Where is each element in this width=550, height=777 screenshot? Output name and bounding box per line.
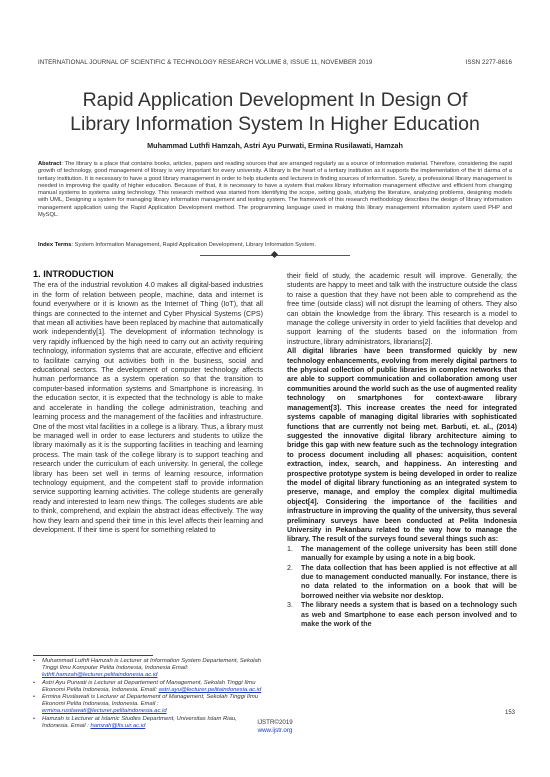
list-item (287, 545, 517, 564)
bullet-icon: • (33, 658, 36, 664)
email-link[interactable]: ermina.rusilawati@lecturer.pelitaindonesia.ac.id (42, 708, 167, 715)
footnote-text: Hamzah is Lecturer at Islamic Studies Department, Universitas Islam Riau, Indonesia. Email : (42, 715, 237, 729)
footer-url-link[interactable]: www.ijstr.org (257, 727, 293, 734)
footnote-rule (33, 655, 153, 656)
footnote (33, 694, 263, 716)
section-heading-introduction: 1. INTRODUCTION (33, 269, 114, 279)
title-line-1: Rapid Application Development In Design Of (82, 89, 468, 111)
right-paragraph-1: their field of study, the academic result will improve. Generally, the students are happy to meet and talk with the instructure outside the class to raise a question that they have not been able to comprehend as the free time (outside class) will not disrupt the learning of others. They also can obtain the knowledge from the library. This research is a model to manage the college university in order to yield facilities that develop and support learning of the students based on the information from instructure, library administrators, librarians[2]. (287, 272, 517, 346)
email-link[interactable]: astri.ayu@lecturer.pelitaindonesia.ac.id (158, 686, 262, 693)
right-paragraph-2: All digital libraries have been transformed quickly by new technology enhancements, evolving from merely digital partners to the physical collection of public libraries in complex networks that are able to support communication and collaboration among user communities around the world such as the use of augmented reality technology on smartphones for context-aware library management[3]. This increase creates the need for integrated systems capable of managing digital libraries with sophisticated functions that are currently not being met. Barbuti, et. al., (2014) suggested the innovative digital library architecture aiming to bridge this gap with new feature such as the technology integration to process document including all phases: acquisition, content extraction, index, search, and happiness. An interesting and prospective prototype system is being developed in order to realize the model of digital library functioning as an integrated system to preserve, manage, and employ the complex digital multimedia object[4]. Considering the importance of the facilities and infrastructure in improving the quality of the university, thus several preliminary surveys have been conducted at Pelita Indonesia University in Pekanbaru related to the way how to manage the library. The result of the surveys found several things such as: (287, 347, 517, 544)
left-column (33, 270, 263, 535)
index-terms (38, 242, 512, 248)
footnote-text: Astri Ayu Purwati is Lecturer at Departement of Management, Sekolah Tinggi Ilmu Ekonomi Pelita Indonesia, Indonesia. Email: (42, 679, 256, 693)
footnote (33, 658, 263, 680)
footnote (33, 680, 263, 694)
list-item-text: The data collection that has been applied is not effective at all due to management conducted manually. For instance, there is no data related to the information on a book that will be borrowed neither via website nor desktop. (301, 563, 517, 600)
list-item (287, 601, 517, 629)
list-item (287, 564, 517, 602)
index-terms-label: Index Terms (38, 242, 72, 248)
list-item-number: 3. (287, 601, 293, 610)
author-list: Muhammad Luthfi Hamzah, Astri Ayu Purwati, Ermina Rusilawati, Hamzah (147, 141, 403, 150)
footer-copyright: IJSTR©2019 (257, 719, 293, 726)
journal-name: INTERNATIONAL JOURNAL OF SCIENTIFIC & TECHNOLOGY RESEARCH VOLUME 8, ISSUE 11, NOVEMBER 2019 (38, 59, 373, 66)
journal-header (38, 59, 512, 66)
email-link[interactable]: hamzah@fis.uir.ac.id (90, 722, 146, 729)
list-item-number: 1. (287, 544, 293, 553)
list-item-text: The library needs a system that is based on a technology such as web and Smartphone to ease each person involved and to make the work of the (301, 601, 517, 629)
divider-diamond-icon (271, 251, 278, 258)
title-line-2: Library Information System In Higher Education (70, 113, 480, 135)
page-footer (0, 719, 550, 735)
issn: ISSN 2277-8616 (465, 59, 512, 66)
right-column (287, 272, 517, 629)
list-item-number: 2. (287, 563, 293, 572)
bullet-icon: • (33, 679, 36, 686)
abstract-text: : The library is a place that contains books, articles, papers and reading sources that are arranged regularly as a source of information material. Therefore, considering the rapid growth of technology, good management of library is very important for every university. A library is the heart of a tertiary institution as it supports the implementation of the tri darma of a tertiary institution. It is necessary to have a good library management in order to help students and lecturers in finding sources of information. Surely, a professional library management is needed in improving the quality of higher education. Because of that, it is necessary to have a system that makes library information management effective and efficient from changing manual systems to systems using technology. This research method was started from identifying the scope, setting goals, studying the literature, analyzing problems, designing models with UML, Designing a system for managing library information management and testing system. The framework of this research methodology describes the design of library information management application using the Rapid Application Development method. The programming language used in making this library management information system used PHP and MySQL. (38, 161, 512, 219)
list-item-text: The management of the college university has been still done manually for example by using a note in a big book. (301, 544, 517, 563)
bullet-icon: • (33, 694, 36, 701)
bullet-icon: • (33, 715, 36, 722)
email-link[interactable]: luthfi.hamzah@lecturer.pelitaindonesia.ac.id (42, 672, 158, 679)
page-number: 153 (505, 710, 516, 716)
index-terms-text: : System Information Management, Rapid Application Development, Library Information System. (71, 242, 316, 248)
abstract (38, 161, 512, 219)
introduction-paragraph: The era of the industrial revolution 4.0 makes all digital-based industries in the form of relation between people, machine, data and internet is found everywhere or it is known as the Internet of Thing (IoT), that all things are connected to the internet and Cyber Physical Systems (CPS) that mean all activities have been replaced by machine that automatically work independently[1]. The development of information technology is very rapidly influenced by the high need to carry out an activity requiring technology, information systems that are accurate, effective and efficient to facilitate carrying out activities both in the business, social and educational sectors. The development of computer technology affects human performance as a system operation so that the transition to computer-based information systems and Smartphone is increasing. In the education sector, it is expected that the technology is able to make and accelerate in handling the college administration, teaching and learning process and the management of the facilities and infrastructure. One of the most vital facilities in a college is a library. Thus, a library must be managed well in order to ease lecturers and students to utilize the library maximally as it is the supporting facilities in teaching and learning process. The main task of the college library is to support teaching and research under the curriculum of each university. In general, the college library has been set well in terms of learning resource, information technology equipment, and the competent staff to provide information service supporting learning activities. The college students are generally ready and interested to learn new things. The colleges students are able to think, comprehend, and explain the abstract ideas effectively. The way how they learn and spend their time in this level affects their learning and development. If their time is spent for something related to (33, 281, 263, 534)
paper-title (20, 88, 530, 136)
footnote-text: Ermina Rusilawati is Lecturer at Departement of Management, Sekolah Tinggi Ilmu Ekonomi Pelita Indonesia, Indonesia. Email : (42, 694, 259, 708)
abstract-label: Abstract (38, 161, 62, 167)
survey-findings-list (287, 545, 517, 630)
footnote-text: Muhammad Luthfi Hamzah is Lecturer at Information System Departement, Sekolah Tinggi Ilmu Komputer Pelita Indonesia, Indonesia Email: (42, 658, 262, 672)
